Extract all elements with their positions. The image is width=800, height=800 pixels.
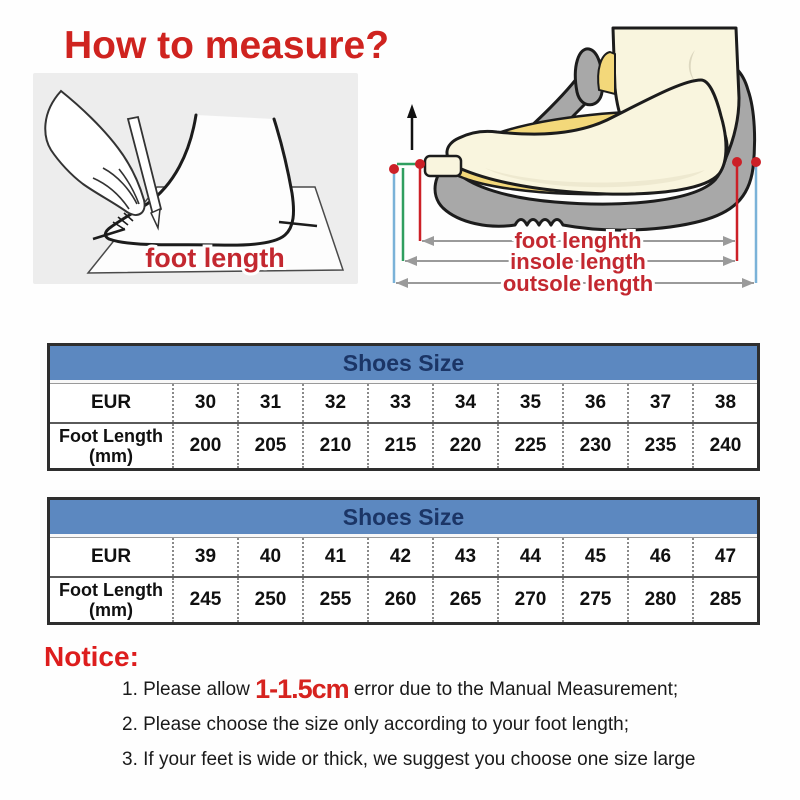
- size-cell: 30: [172, 384, 237, 422]
- notice-list: [122, 676, 762, 781]
- foot-tracing-panel: [33, 73, 358, 284]
- length-cell: 230: [562, 424, 627, 468]
- length-cell: 210: [302, 424, 367, 468]
- size-table-eur-39-47: [47, 497, 760, 625]
- length-cell: 255: [302, 578, 367, 622]
- notice-item-3: 3. If your feet is wide or thick, we suggest you choose one size large: [122, 749, 696, 770]
- length-cell: 250: [237, 578, 302, 622]
- shoe-cross-section-illustration: [385, 18, 785, 303]
- insole-ankle-edge: [598, 52, 615, 94]
- table-row-eur: [50, 537, 757, 576]
- length-cell: 270: [497, 578, 562, 622]
- size-cell: 34: [432, 384, 497, 422]
- size-cell: 33: [367, 384, 432, 422]
- row-label: Foot Length (mm): [59, 426, 163, 466]
- toe-outer-dot: [389, 164, 399, 174]
- notice-heading: Notice:: [44, 641, 139, 672]
- size-cell: 47: [692, 538, 757, 576]
- size-table-eur-30-38: [47, 343, 760, 471]
- heel-inner-dot: [732, 157, 742, 167]
- notice-item-1: 1. Please allow 1-1.5cm error due to the Manual Measurement;: [122, 674, 679, 704]
- size-cell: 38: [692, 384, 757, 422]
- size-cell: 35: [497, 384, 562, 422]
- table-row-foot-length: [50, 422, 757, 468]
- insole-length-label: insole length: [510, 249, 646, 274]
- up-arrow-head: [407, 104, 417, 118]
- size-cell: 41: [302, 538, 367, 576]
- hand: [45, 91, 144, 215]
- row-label: EUR: [90, 392, 132, 413]
- size-cell: 43: [432, 538, 497, 576]
- table-header: Shoes Size: [50, 346, 757, 383]
- error-range-highlight: 1-1.5cm: [255, 674, 349, 704]
- size-cell: 37: [627, 384, 692, 422]
- length-cell: 285: [692, 578, 757, 622]
- foot-length-caption: foot length: [145, 243, 285, 273]
- table-header: Shoes Size: [50, 500, 757, 537]
- length-cell: 275: [562, 578, 627, 622]
- size-cell: 44: [497, 538, 562, 576]
- size-cell: 40: [237, 538, 302, 576]
- foot-length-label: foot lenghth: [514, 228, 642, 253]
- size-cell: 31: [237, 384, 302, 422]
- length-cell: 245: [172, 578, 237, 622]
- length-cell: 200: [172, 424, 237, 468]
- big-toe: [425, 156, 461, 176]
- row-label: Foot Length (mm): [59, 580, 163, 620]
- size-cell: 46: [627, 538, 692, 576]
- heel-outer-dot: [751, 157, 761, 167]
- hand-tracing-foot-illustration: [33, 73, 358, 284]
- length-cell: 215: [367, 424, 432, 468]
- table-row-foot-length: [50, 576, 757, 622]
- size-cell: 39: [172, 538, 237, 576]
- length-cell: 225: [497, 424, 562, 468]
- length-cell: 220: [432, 424, 497, 468]
- outsole-length-label: outsole length: [502, 271, 654, 296]
- size-cell: 42: [367, 538, 432, 576]
- length-cell: 235: [627, 424, 692, 468]
- size-cell: 45: [562, 538, 627, 576]
- table-row-eur: [50, 383, 757, 422]
- length-cell: 205: [237, 424, 302, 468]
- length-cell: 240: [692, 424, 757, 468]
- length-cell: 260: [367, 578, 432, 622]
- length-cell: 265: [432, 578, 497, 622]
- size-cell: 32: [302, 384, 367, 422]
- toe-inner-dot: [415, 159, 425, 169]
- page-title: How to measure?: [64, 24, 390, 67]
- size-cell: 36: [562, 384, 627, 422]
- row-label: EUR: [90, 546, 132, 567]
- notice-item-2: 2. Please choose the size only according to your foot length;: [122, 714, 629, 735]
- length-cell: 280: [627, 578, 692, 622]
